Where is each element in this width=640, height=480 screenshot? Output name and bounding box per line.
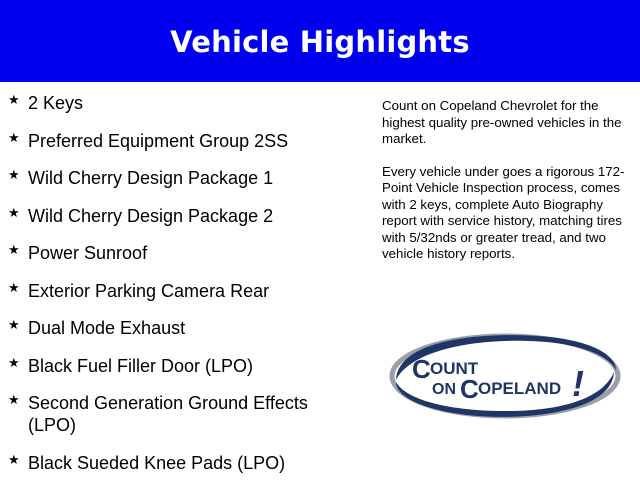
feature-label: 2 Keys (28, 93, 84, 113)
feature-item (8, 242, 353, 264)
feature-label: Wild Cherry Design Package 1 (28, 168, 274, 188)
feature-item (8, 317, 353, 339)
star-icon: ★ (8, 318, 20, 333)
page-title: Vehicle Highlights (170, 25, 470, 59)
dealer-info (382, 98, 632, 279)
header-banner (0, 0, 640, 82)
feature-item (8, 355, 353, 377)
feature-label: Black Fuel Filler Door (LPO) (28, 355, 254, 376)
star-icon: ★ (8, 130, 20, 146)
info-paragraph-quality: Count on Copeland Chevrolet for the highest quality pre-owned vehicles in the market. (382, 98, 622, 146)
star-icon: ★ (8, 243, 20, 258)
feature-item (8, 130, 353, 152)
feature-label: Black Sueded Knee Pads (LPO) (28, 452, 286, 473)
feature-item (8, 92, 353, 114)
star-icon: ★ (8, 452, 20, 468)
star-icon: ★ (8, 280, 20, 296)
star-icon: ★ (8, 168, 20, 183)
star-icon: ★ (8, 93, 20, 108)
count-on-copeland-logo (388, 330, 622, 422)
logo-letter-c: C (412, 354, 431, 384)
feature-item (8, 280, 353, 302)
feature-item (8, 167, 353, 189)
feature-label: Second Generation Ground Effects (LPO) (28, 393, 308, 435)
logo-word-count: OUNT (430, 359, 479, 378)
feature-label: Exterior Parking Camera Rear (28, 280, 270, 301)
feature-list (8, 92, 353, 480)
logo-word-opeland: OPELAND (478, 379, 562, 398)
logo-exclamation: ! (572, 363, 584, 404)
star-icon: ★ (8, 355, 20, 371)
feature-label: Dual Mode Exhaust (28, 318, 186, 338)
logo-letter-c2: C (460, 374, 479, 404)
feature-label: Power Sunroof (28, 243, 148, 263)
star-icon: ★ (8, 205, 20, 221)
feature-label: Preferred Equipment Group 2SS (28, 130, 289, 151)
logo-word-on: ON (432, 381, 456, 398)
feature-item (8, 392, 353, 436)
feature-item (8, 205, 353, 227)
star-icon: ★ (8, 393, 20, 408)
feature-label: Wild Cherry Design Package 2 (28, 205, 274, 226)
feature-item (8, 452, 353, 474)
info-paragraph-inspection: Every vehicle under goes a rigorous 172-Point Vehicle Inspection process, comes with 2 keys, complete Auto Biography report with service history, matching tires with 5/32nds or greater tread, and two vehicle history reports. (382, 163, 625, 261)
